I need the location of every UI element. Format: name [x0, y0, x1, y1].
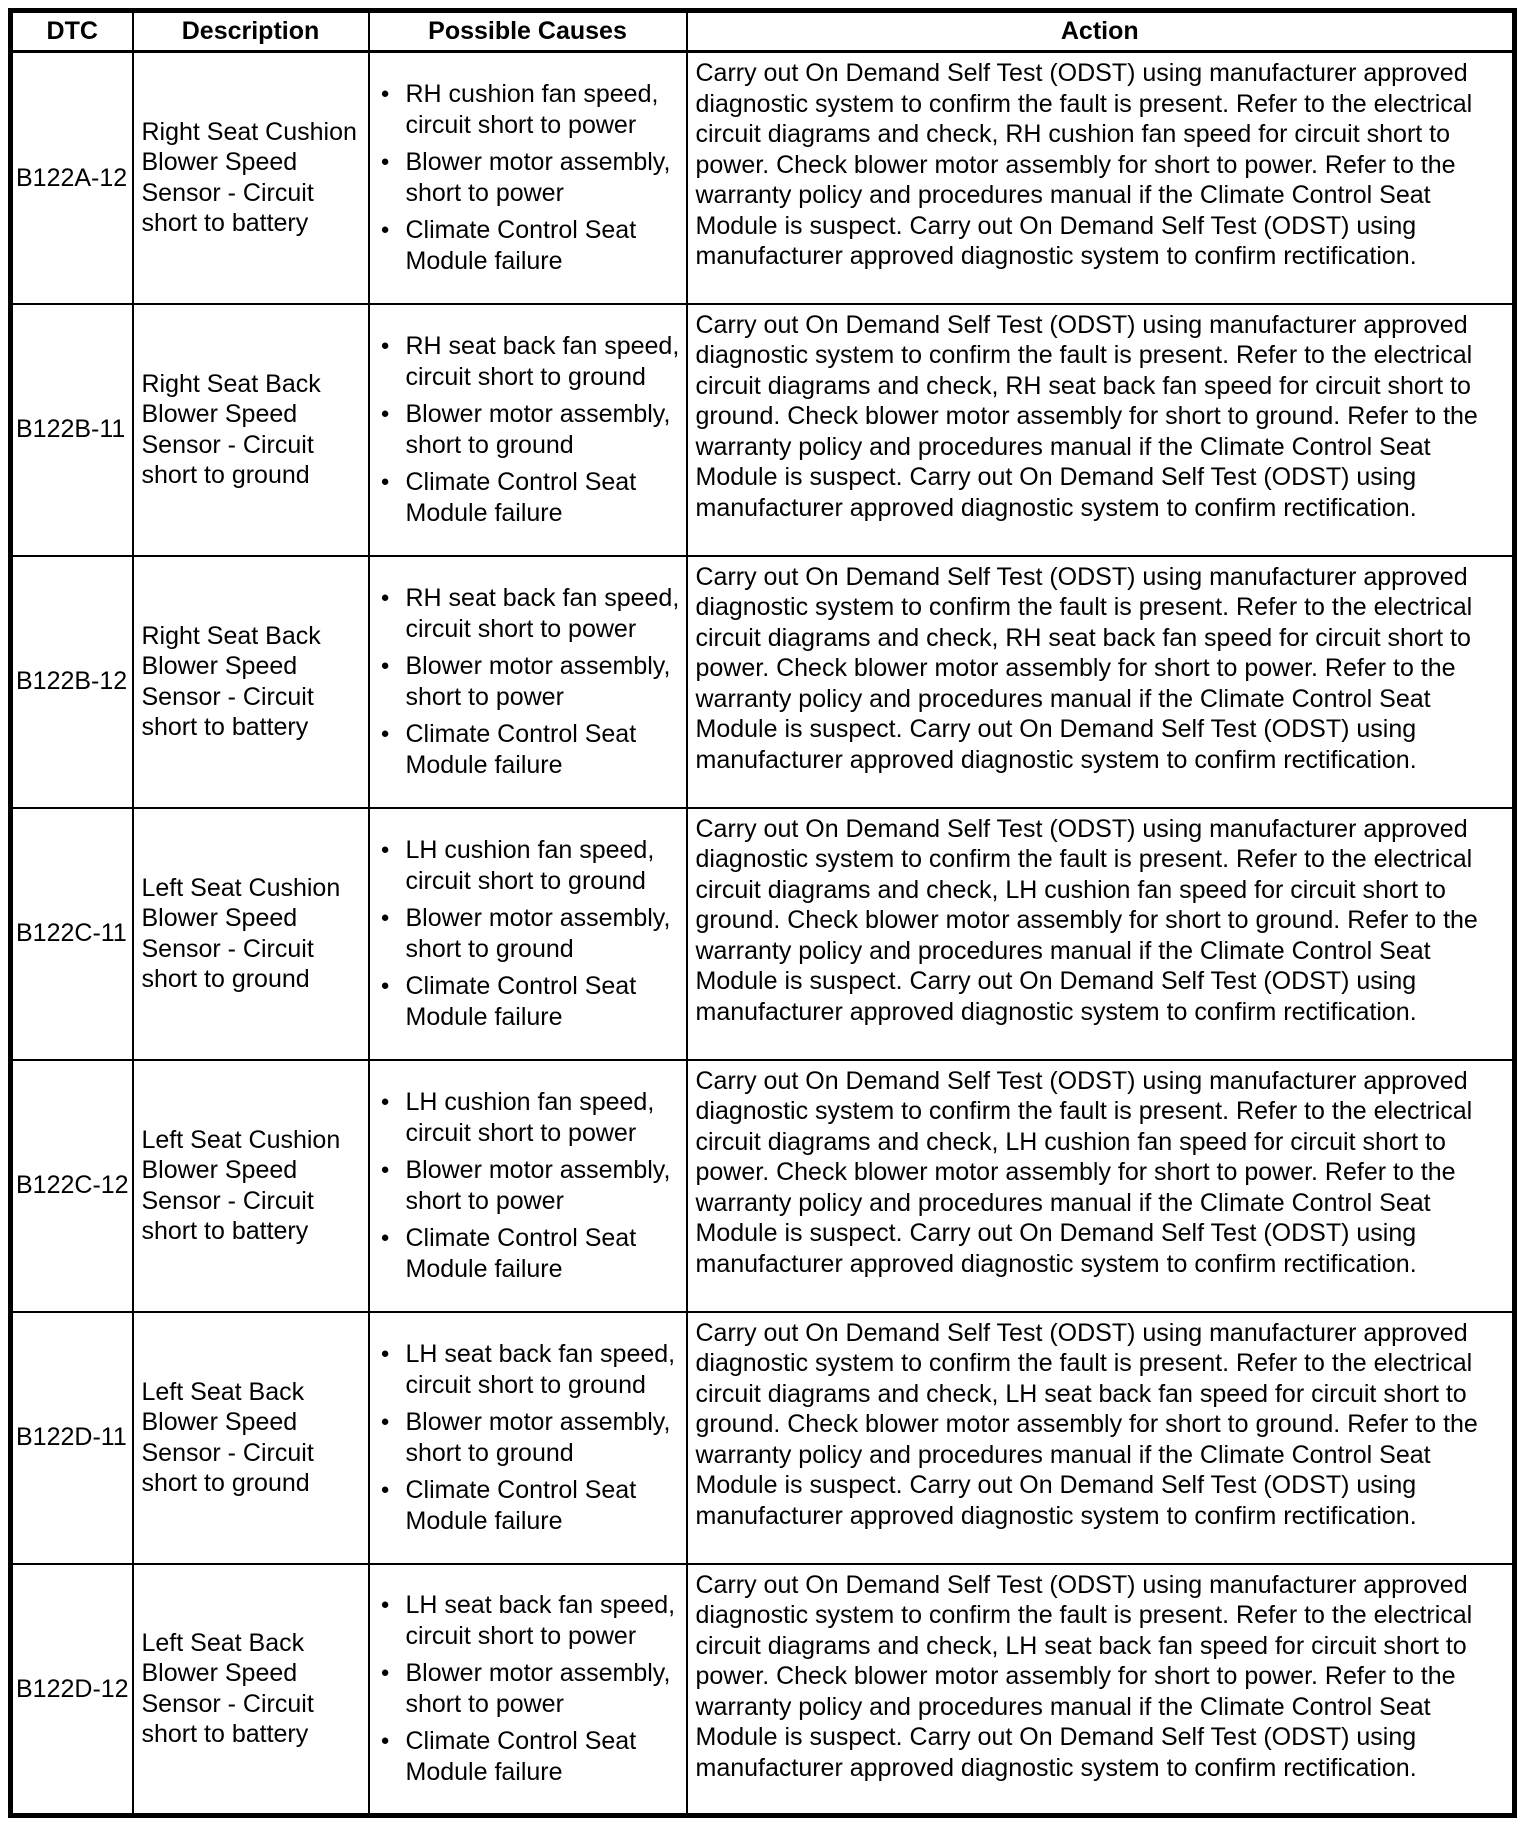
table-row — [11, 556, 1515, 808]
cause-item: ● Blower motor assembly, short to power — [380, 1658, 680, 1719]
cause-item: ● Blower motor assembly, short to power — [380, 1155, 680, 1216]
header-row — [11, 11, 1515, 52]
dtc-cell: B122D-12 — [11, 1564, 133, 1816]
action-cell: Carry out On Demand Self Test (ODST) using manufacturer approved diagnostic system to confirm the fault is present. Refer to the electrical circuit diagrams and check, LH cushion fan speed for circuit short to ground. Check blower motor assembly for short to ground. Refer to the warranty policy and procedures manual if the Climate Control Seat Module is suspect. Carry out On Demand Self Test (ODST) using manufacturer approved diagnostic system to confirm rectification. — [687, 808, 1515, 1060]
causes-cell — [369, 304, 687, 556]
dtc-cell: B122C-11 — [11, 808, 133, 1060]
dtc-cell: B122B-11 — [11, 304, 133, 556]
cause-item: ● Blower motor assembly, short to ground — [380, 399, 680, 460]
action-cell: Carry out On Demand Self Test (ODST) using manufacturer approved diagnostic system to confirm the fault is present. Refer to the electrical circuit diagrams and check, LH seat back fan speed for circuit short to power. Check blower motor assembly for short to power. Refer to the warranty policy and procedures manual if the Climate Control Seat Module is suspect. Carry out On Demand Self Test (ODST) using manufacturer approved diagnostic system to confirm rectification. — [687, 1564, 1515, 1816]
causes-cell — [369, 808, 687, 1060]
table-row — [11, 304, 1515, 556]
cause-list — [380, 1590, 680, 1787]
causes-cell — [369, 52, 687, 304]
table-row — [11, 1564, 1515, 1816]
table-row — [11, 808, 1515, 1060]
causes-cell — [369, 1060, 687, 1312]
action-cell: Carry out On Demand Self Test (ODST) using manufacturer approved diagnostic system to confirm the fault is present. Refer to the electrical circuit diagrams and check, LH seat back fan speed for circuit short to ground. Check blower motor assembly for short to ground. Refer to the warranty policy and procedures manual if the Climate Control Seat Module is suspect. Carry out On Demand Self Test (ODST) using manufacturer approved diagnostic system to confirm rectification. — [687, 1312, 1515, 1564]
cause-item: ● LH cushion fan speed, circuit short to power — [380, 1087, 680, 1148]
cause-item: ● LH seat back fan speed, circuit short to ground — [380, 1339, 680, 1400]
cause-item: ● Blower motor assembly, short to ground — [380, 903, 680, 964]
dtc-cell: B122B-12 — [11, 556, 133, 808]
cause-item: ● Climate Control Seat Module failure — [380, 971, 680, 1032]
cause-item: ● LH cushion fan speed, circuit short to ground — [380, 835, 680, 896]
cause-item: ● Blower motor assembly, short to power — [380, 147, 680, 208]
action-cell: Carry out On Demand Self Test (ODST) using manufacturer approved diagnostic system to confirm the fault is present. Refer to the electrical circuit diagrams and check, RH seat back fan speed for circuit short to ground. Check blower motor assembly for short to ground. Refer to the warranty policy and procedures manual if the Climate Control Seat Module is suspect. Carry out On Demand Self Test (ODST) using manufacturer approved diagnostic system to confirm rectification. — [687, 304, 1515, 556]
causes-cell — [369, 556, 687, 808]
dtc-cell: B122C-12 — [11, 1060, 133, 1312]
dtc-cell: B122D-11 — [11, 1312, 133, 1564]
cause-item: ● Climate Control Seat Module failure — [380, 1223, 680, 1284]
table-row — [11, 52, 1515, 304]
cause-item: ● Climate Control Seat Module failure — [380, 1726, 680, 1787]
cause-item: ● LH seat back fan speed, circuit short to power — [380, 1590, 680, 1651]
description-cell: Left Seat Back Blower Speed Sensor - Circuit short to ground — [133, 1312, 369, 1564]
cause-item: ● Climate Control Seat Module failure — [380, 467, 680, 528]
action-cell: Carry out On Demand Self Test (ODST) using manufacturer approved diagnostic system to confirm the fault is present. Refer to the electrical circuit diagrams and check, LH cushion fan speed for circuit short to power. Check blower motor assembly for short to power. Refer to the warranty policy and procedures manual if the Climate Control Seat Module is suspect. Carry out On Demand Self Test (ODST) using manufacturer approved diagnostic system to confirm rectification. — [687, 1060, 1515, 1312]
description-cell: Right Seat Back Blower Speed Sensor - Circuit short to ground — [133, 304, 369, 556]
cause-list — [380, 583, 680, 780]
action-cell: Carry out On Demand Self Test (ODST) using manufacturer approved diagnostic system to confirm the fault is present. Refer to the electrical circuit diagrams and check, RH cushion fan speed for circuit short to power. Check blower motor assembly for short to power. Refer to the warranty policy and procedures manual if the Climate Control Seat Module is suspect. Carry out On Demand Self Test (ODST) using manufacturer approved diagnostic system to confirm rectification. — [687, 52, 1515, 304]
cause-item: ● Climate Control Seat Module failure — [380, 215, 680, 276]
table-body — [11, 52, 1515, 1816]
header-action: Action — [687, 11, 1515, 52]
cause-list — [380, 79, 680, 276]
description-cell: Right Seat Back Blower Speed Sensor - Circuit short to battery — [133, 556, 369, 808]
cause-list — [380, 835, 680, 1032]
header-dtc: DTC — [11, 11, 133, 52]
table-row — [11, 1060, 1515, 1312]
description-cell: Left Seat Back Blower Speed Sensor - Circuit short to battery — [133, 1564, 369, 1816]
cause-list — [380, 1339, 680, 1536]
description-cell: Left Seat Cushion Blower Speed Sensor - Circuit short to ground — [133, 808, 369, 1060]
causes-cell — [369, 1312, 687, 1564]
description-cell: Left Seat Cushion Blower Speed Sensor - Circuit short to battery — [133, 1060, 369, 1312]
dtc-cell: B122A-12 — [11, 52, 133, 304]
cause-item: ● RH cushion fan speed, circuit short to power — [380, 79, 680, 140]
action-cell: Carry out On Demand Self Test (ODST) using manufacturer approved diagnostic system to confirm the fault is present. Refer to the electrical circuit diagrams and check, RH seat back fan speed for circuit short to power. Check blower motor assembly for short to power. Refer to the warranty policy and procedures manual if the Climate Control Seat Module is suspect. Carry out On Demand Self Test (ODST) using manufacturer approved diagnostic system to confirm rectification. — [687, 556, 1515, 808]
causes-cell — [369, 1564, 687, 1816]
cause-list — [380, 1087, 680, 1284]
cause-item: ● Blower motor assembly, short to ground — [380, 1407, 680, 1468]
header-possible-causes: Possible Causes — [369, 11, 687, 52]
cause-item: ● RH seat back fan speed, circuit short to ground — [380, 331, 680, 392]
dtc-chart-table — [8, 8, 1517, 1818]
table-row — [11, 1312, 1515, 1564]
description-cell: Right Seat Cushion Blower Speed Sensor - Circuit short to battery — [133, 52, 369, 304]
header-description: Description — [133, 11, 369, 52]
cause-item: ● Blower motor assembly, short to power — [380, 651, 680, 712]
cause-list — [380, 331, 680, 528]
cause-item: ● Climate Control Seat Module failure — [380, 719, 680, 780]
cause-item: ● Climate Control Seat Module failure — [380, 1475, 680, 1536]
cause-item: ● RH seat back fan speed, circuit short to power — [380, 583, 680, 644]
